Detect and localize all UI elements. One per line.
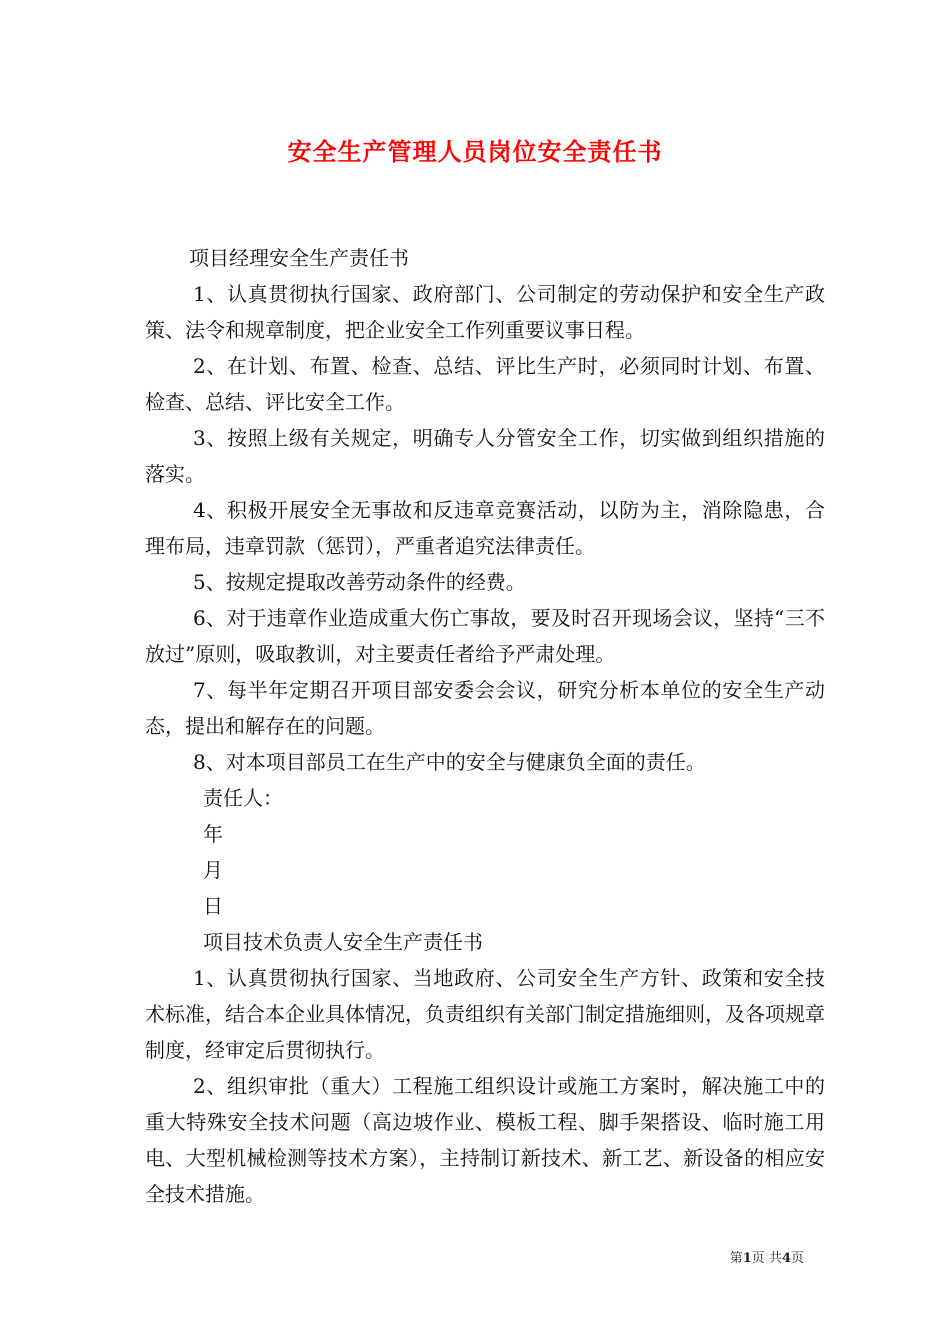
list-item: 4、积极开展安全无事故和反违章竞赛活动，以防为主，消除隐患，合理布局，违章罚款（惩罚），严重者追究法律责任。 [145, 498, 825, 558]
page-middle: 页 共 [751, 1251, 782, 1266]
list-item: 3、按照上级有关规定，明确专人分管安全工作，切实做到组织措施的落实。 [145, 426, 825, 486]
document-body [145, 240, 825, 1212]
page-suffix: 页 [790, 1251, 804, 1266]
list-item: 6、对于违章作业造成重大伤亡事故，要及时召开现场会议，坚持“三不放过”原则，吸取教训，对主要责任者给予严肃处理。 [145, 606, 825, 666]
current-page: 1 [742, 1251, 752, 1266]
signature-month: 月 [203, 858, 223, 882]
signature-year: 年 [203, 822, 223, 846]
list-item: 1、认真贯彻执行国家、当地政府、公司安全生产方针、政策和安全技术标准，结合本企业具体情况，负责组织有关部门制定措施细则，及各项规章制度，经审定后贯彻执行。 [145, 966, 825, 1062]
list-item: 2、在计划、布置、检查、总结、评比生产时，必须同时计划、布置、检查、总结、评比安全工作。 [145, 354, 825, 414]
list-item: 5、按规定提取改善劳动条件的经费。 [193, 570, 526, 594]
section-heading: 项目经理安全生产责任书 [189, 246, 409, 270]
section-heading: 项目技术负责人安全生产责任书 [203, 930, 483, 954]
total-pages: 4 [781, 1251, 791, 1266]
list-item: 2、组织审批（重大）工程施工组织设计或施工方案时，解决施工中的重大特殊安全技术问题（高边坡作业、模板工程、脚手架搭设、临时施工用电、大型机械检测等技术方案），主持制订新技术、新工艺、新设备的相应安全技术措施。 [145, 1074, 825, 1206]
signature-day: 日 [203, 894, 223, 918]
page-number [730, 1247, 804, 1266]
list-item: 7、每半年定期召开项目部安委会会议，研究分析本单位的安全生产动态，提出和解存在的问题。 [145, 678, 825, 738]
list-item: 8、对本项目部员工在生产中的安全与健康负全面的责任。 [193, 750, 706, 774]
page-prefix: 第 [729, 1251, 743, 1266]
signature-label: 责任人： [203, 786, 283, 810]
document-title: 安全生产管理人员岗位安全责任书 [287, 138, 663, 166]
list-item: 1、认真贯彻执行国家、政府部门、公司制定的劳动保护和安全生产政策、法令和规章制度，把企业安全工作列重要议事日程。 [145, 282, 825, 342]
